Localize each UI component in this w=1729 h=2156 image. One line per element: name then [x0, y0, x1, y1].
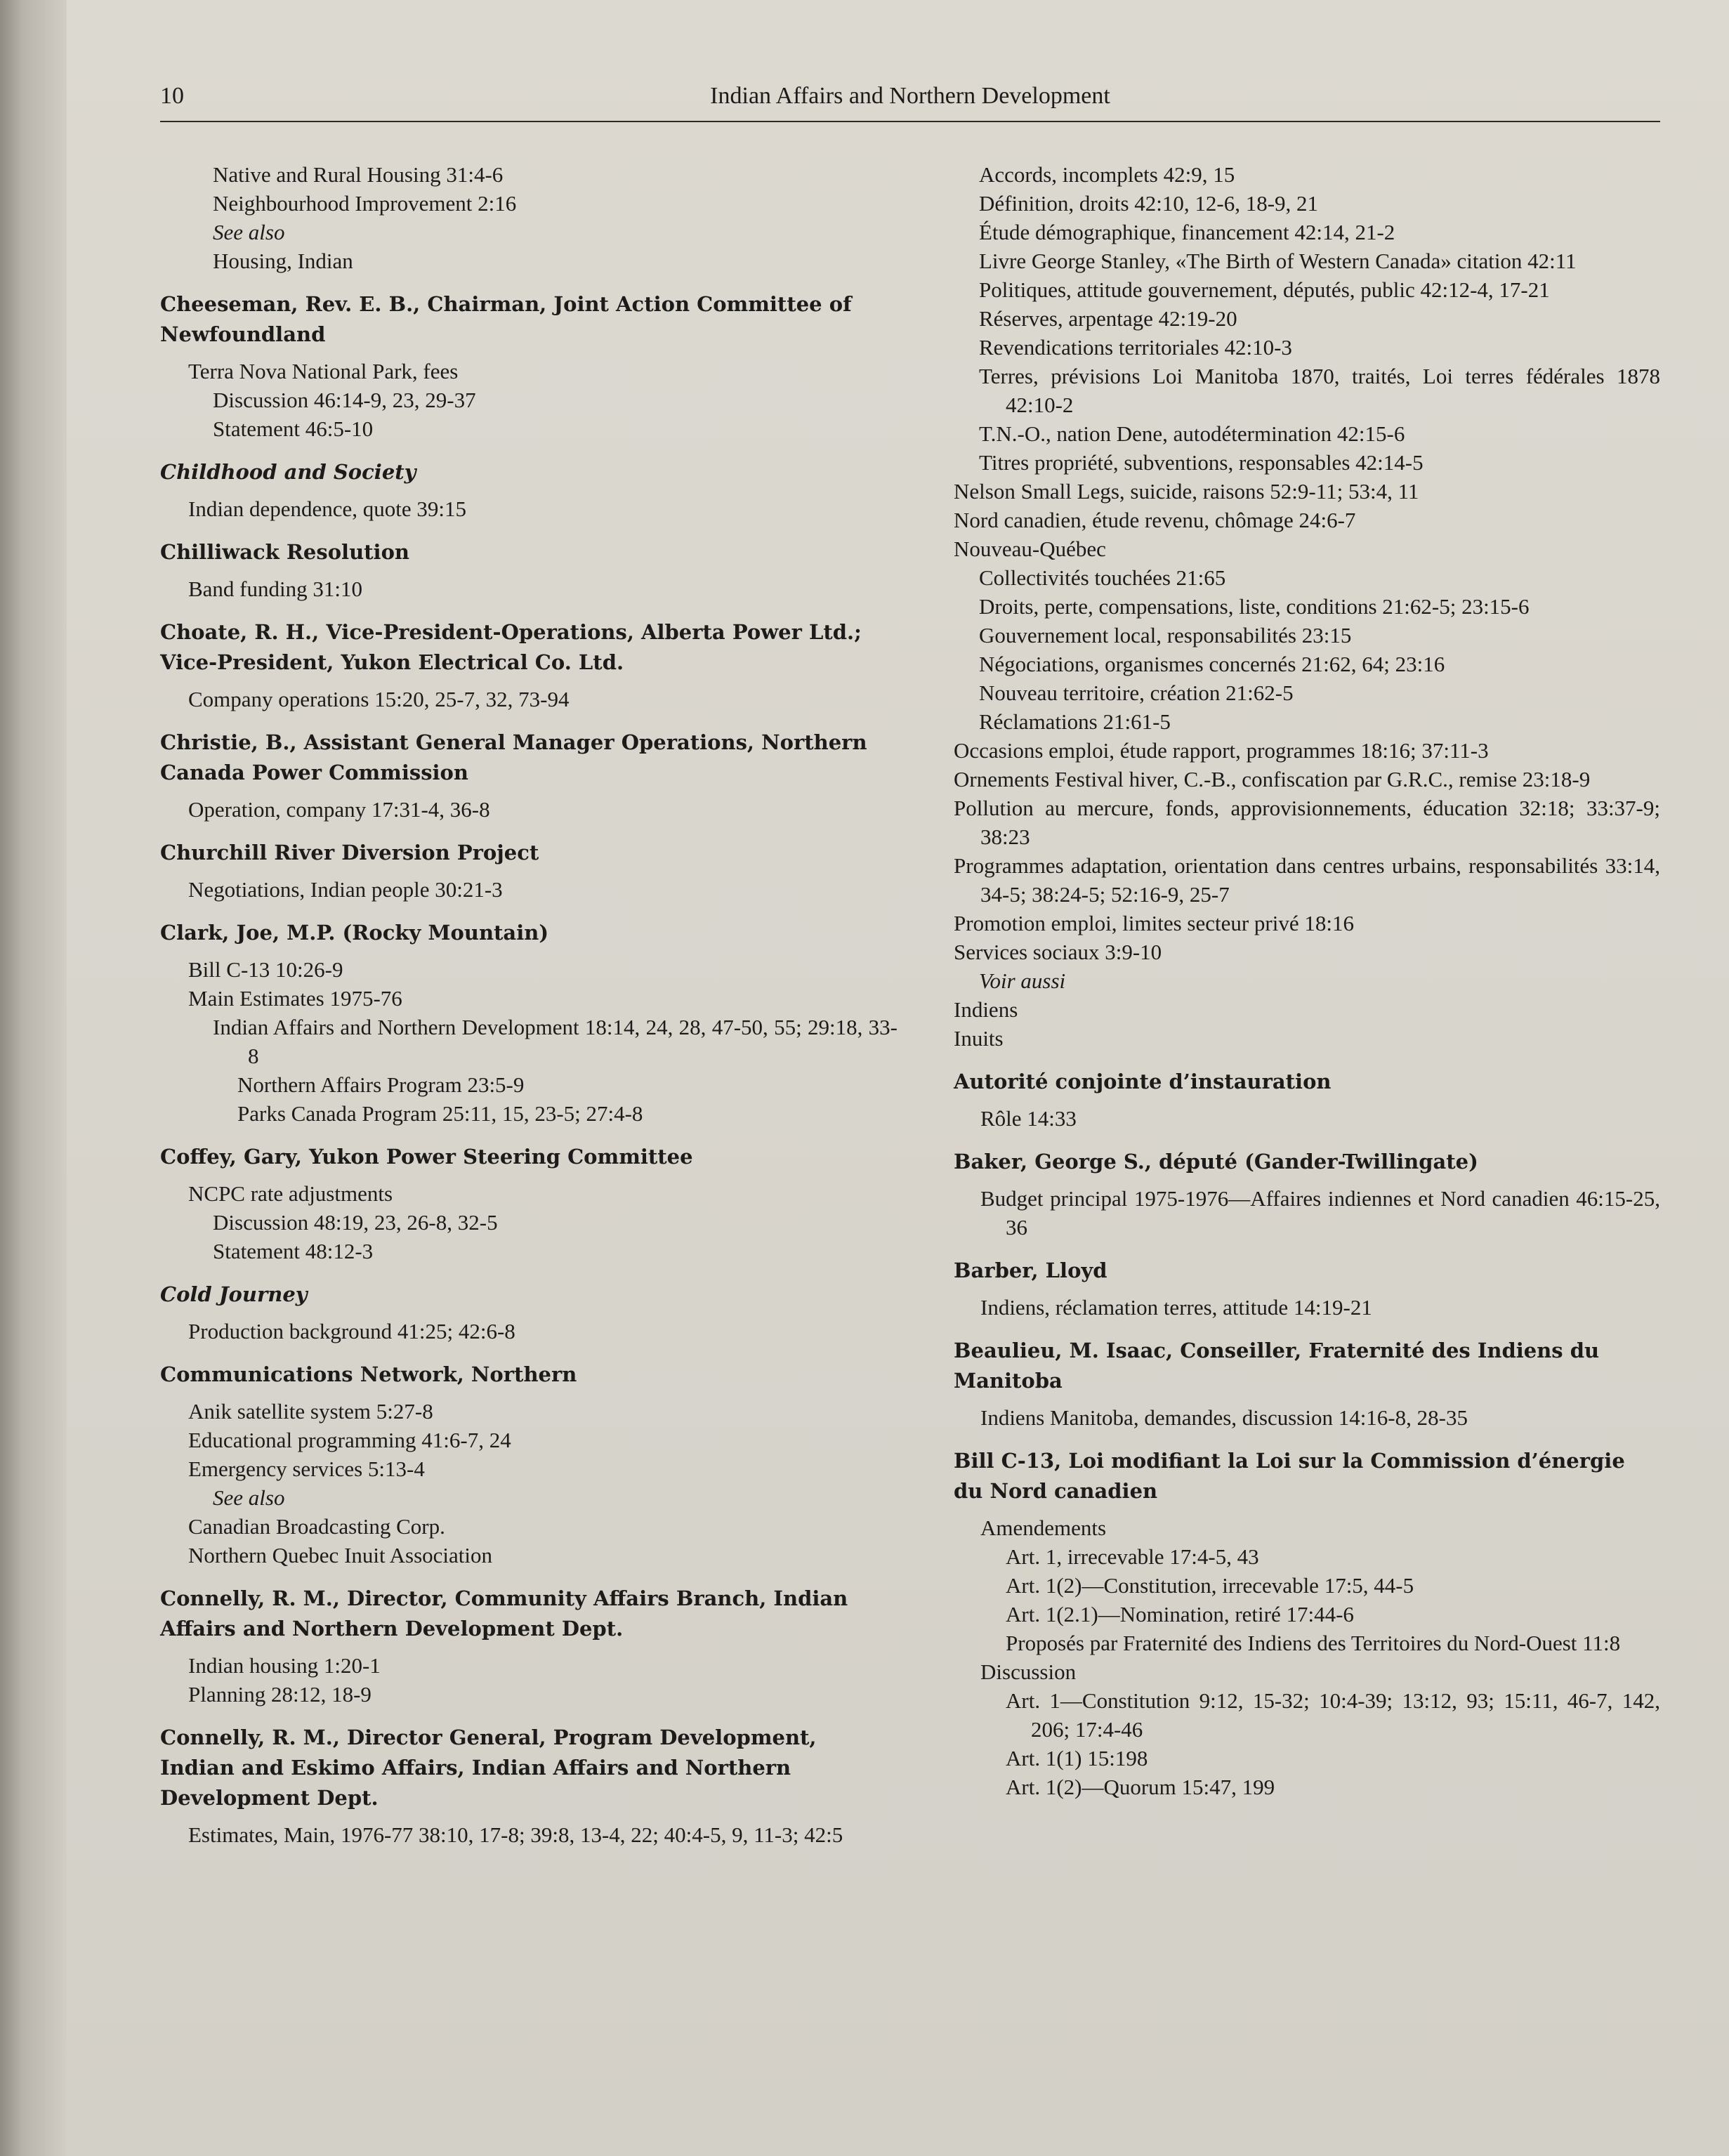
index-subentry: Operation, company 17:31-4, 36-8 — [188, 797, 490, 822]
index-subentry: Ornements Festival hiver, C.-B., confiscation par G.R.C., remise 23:18-9 — [954, 767, 1591, 791]
entry-heading: Communications Network, Northern — [160, 1362, 577, 1386]
index-subentry: Livre George Stanley, «The Birth of Western Canada» citation 42:11 — [979, 249, 1577, 273]
index-subentry: Politiques, attitude gouvernement, députés, public 42:12-4, 17-21 — [979, 277, 1550, 302]
index-subentry: Inuits — [954, 1026, 1004, 1051]
index-entry — [954, 1446, 1660, 1801]
index-subentry: Negotiations, Indian people 30:21-3 — [188, 877, 503, 902]
index-subentry: Emergency services 5:13-4 — [188, 1457, 425, 1481]
entry-heading: Cold Journey — [160, 1282, 308, 1306]
index-entry — [160, 1360, 898, 1570]
index-subentry: Terres, prévisions Loi Manitoba 1870, traités, Loi terres fédérales 1878 42:10-2 — [979, 364, 1660, 417]
index-subentry: Revendications territoriales 42:10-3 — [979, 335, 1292, 360]
index-subentry: Indian housing 1:20-1 — [188, 1653, 381, 1678]
index-subentry: Northern Quebec Inuit Association — [188, 1543, 493, 1567]
index-subentry: Budget principal 1975-1976—Affaires indiennes et Nord canadien 46:15-25, 36 — [980, 1186, 1660, 1240]
index-entry — [160, 289, 898, 443]
index-subentry: Educational programming 41:6-7, 24 — [188, 1428, 511, 1452]
index-subentry: Définition, droits 42:10, 12-6, 18-9, 21 — [979, 191, 1319, 216]
index-subentry: Discussion — [980, 1659, 1077, 1684]
index-entry — [160, 160, 898, 275]
index-subentry: Services sociaux 3:9-10 — [954, 940, 1162, 964]
entry-heading: Connelly, R. M., Director General, Program Development, Indian and Eskimo Affairs, Indian Affairs and Northern Development Dept. — [160, 1726, 817, 1810]
entry-heading: Bill C-13, Loi modifiant la Loi sur la Commission d’énergie du Nord canadien — [954, 1449, 1625, 1503]
index-subentry: Réclamations 21:61-5 — [979, 709, 1171, 734]
index-subentry: Native and Rural Housing 31:4-6 — [213, 162, 504, 187]
index-subentry: Statement 46:5-10 — [213, 416, 374, 441]
index-subentry: Accords, incomplets 42:9, 15 — [979, 162, 1235, 187]
index-subentry: Art. 1(2)—Constitution, irrecevable 17:5, 44-5 — [1006, 1573, 1414, 1598]
index-subentry: Nouveau territoire, création 21:62-5 — [979, 681, 1294, 705]
index-subentry: Rôle 14:33 — [980, 1106, 1077, 1131]
index-subentry: Programmes adaptation, orientation dans centres urbains, responsabilités 33:14, 34-5; 38:24-5; 52:16-9, 25-7 — [954, 853, 1660, 907]
index-subentry: Indian dependence, quote 39:15 — [188, 497, 466, 521]
entry-heading: Christie, B., Assistant General Manager Operations, Northern Canada Power Commission — [160, 730, 867, 784]
entry-heading: Beaulieu, M. Isaac, Conseiller, Fraternité des Indiens du Manitoba — [954, 1339, 1600, 1393]
index-subentry: Bill C-13 10:26-9 — [188, 957, 343, 982]
running-title: Indian Affairs and Northern Development — [710, 83, 1110, 109]
index-entry — [160, 1584, 898, 1709]
index-subentry: Neighbourhood Improvement 2:16 — [213, 191, 517, 216]
index-subentry: Réserves, arpentage 42:19-20 — [979, 306, 1237, 331]
index-entry — [954, 1336, 1660, 1432]
index-subentry: NCPC rate adjustments — [188, 1181, 393, 1206]
index-subentry: Art. 1(2)—Quorum 15:47, 199 — [1006, 1775, 1275, 1799]
entry-heading: Cheeseman, Rev. E. B., Chairman, Joint Action Committee of Newfoundland — [160, 292, 852, 346]
index-column-right — [954, 160, 1660, 1815]
page-edge — [0, 0, 67, 2156]
index-entry — [954, 1147, 1660, 1242]
entry-heading: Connelly, R. M., Director, Community Affairs Branch, Indian Affairs and Northern Development Dept. — [160, 1586, 848, 1641]
index-subentry: Art. 1—Constitution 9:12, 15-32; 10:4-39; 13:12, 93; 15:11, 46-7, 142, 206; 17:4-46 — [1006, 1688, 1660, 1742]
index-entry — [954, 1256, 1660, 1322]
entry-heading: Barber, Lloyd — [954, 1258, 1107, 1282]
index-entry — [160, 838, 898, 904]
index-subentry: Négociations, organismes concernés 21:62, 64; 23:16 — [979, 652, 1445, 676]
index-subentry: Terra Nova National Park, fees — [188, 359, 459, 383]
see-also-label: Voir aussi — [979, 968, 1066, 993]
index-subentry: Statement 48:12-3 — [213, 1239, 374, 1263]
index-subentry: Amendements — [980, 1516, 1107, 1540]
index-subentry: Production background 41:25; 42:6-8 — [188, 1319, 515, 1343]
index-entry — [160, 728, 898, 824]
index-subentry: Discussion 48:19, 23, 26-8, 32-5 — [213, 1210, 498, 1235]
index-subentry: Housing, Indian — [213, 249, 353, 273]
running-header — [160, 83, 1660, 122]
index-subentry: Anik satellite system 5:27-8 — [188, 1399, 433, 1424]
index-subentry: Proposés par Fraternité des Indiens des Territoires du Nord-Ouest 11:8 — [1006, 1631, 1621, 1655]
index-entry — [160, 918, 898, 1128]
index-subentry: Canadian Broadcasting Corp. — [188, 1514, 445, 1539]
index-subentry: Promotion emploi, limites secteur privé 18:16 — [954, 911, 1354, 935]
see-also-label: See also — [213, 220, 285, 244]
index-subentry: Titres propriété, subventions, responsables 42:14-5 — [979, 450, 1424, 475]
index-subentry: Company operations 15:20, 25-7, 32, 73-94 — [188, 687, 570, 711]
index-subentry: Art. 1, irrecevable 17:4-5, 43 — [1006, 1544, 1259, 1569]
index-subentry: Art. 1(2.1)—Nomination, retiré 17:44-6 — [1006, 1602, 1354, 1626]
index-entry — [160, 537, 898, 603]
index-subentry: Planning 28:12, 18-9 — [188, 1682, 372, 1707]
index-entry — [160, 1280, 898, 1346]
index-subentry: Nouveau-Québec — [954, 537, 1106, 561]
index-subentry: Indian Affairs and Northern Development 18:14, 24, 28, 47-50, 55; 29:18, 33-8 — [213, 1015, 898, 1068]
index-entry — [160, 1723, 898, 1849]
index-subentry: T.N.-O., nation Dene, autodétermination 42:15-6 — [979, 421, 1405, 446]
index-column-left — [160, 160, 898, 1863]
index-subentry: Estimates, Main, 1976-77 38:10, 17-8; 39:8, 13-4, 22; 40:4-5, 9, 11-3; 42:5 — [188, 1822, 843, 1847]
index-subentry: Indiens, réclamation terres, attitude 14:19-21 — [980, 1295, 1372, 1320]
index-entry — [954, 1067, 1660, 1133]
index-subentry: Main Estimates 1975-76 — [188, 986, 402, 1011]
index-subentry: Northern Affairs Program 23:5-9 — [237, 1072, 525, 1097]
index-entry — [160, 457, 898, 523]
index-subentry: Pollution au mercure, fonds, approvisionnements, éducation 32:18; 33:37-9; 38:23 — [954, 796, 1660, 849]
entry-heading: Autorité conjointe d’instauration — [954, 1070, 1332, 1093]
entry-heading: Chilliwack Resolution — [160, 540, 409, 564]
index-subentry: Étude démographique, financement 42:14, 21-2 — [979, 220, 1395, 244]
index-subentry: Droits, perte, compensations, liste, conditions 21:62-5; 23:15-6 — [979, 594, 1530, 619]
entry-heading: Churchill River Diversion Project — [160, 841, 539, 865]
index-subentry: Gouvernement local, responsabilités 23:15 — [979, 623, 1352, 648]
entry-heading: Clark, Joe, M.P. (Rocky Mountain) — [160, 921, 549, 945]
index-subentry: Indiens Manitoba, demandes, discussion 14:16-8, 28-35 — [980, 1405, 1468, 1430]
index-subentry: Band funding 31:10 — [188, 577, 362, 601]
index-subentry: Collectivités touchées 21:65 — [979, 565, 1226, 590]
index-subentry: Discussion 46:14-9, 23, 29-37 — [213, 388, 476, 412]
entry-heading: Childhood and Society — [160, 460, 416, 484]
index-entry — [160, 617, 898, 714]
entry-heading: Coffey, Gary, Yukon Power Steering Committee — [160, 1145, 693, 1169]
index-subentry: Indiens — [954, 997, 1018, 1022]
index-entry — [954, 160, 1660, 1053]
index-subentry: Nelson Small Legs, suicide, raisons 52:9-11; 53:4, 11 — [954, 479, 1419, 504]
index-subentry: Occasions emploi, étude rapport, programmes 18:16; 37:11-3 — [954, 738, 1489, 763]
page-number: 10 — [160, 83, 184, 109]
see-also-label: See also — [213, 1485, 285, 1510]
index-subentry: Parks Canada Program 25:11, 15, 23-5; 27:4-8 — [237, 1101, 643, 1126]
index-entry — [160, 1142, 898, 1266]
index-subentry: Art. 1(1) 15:198 — [1006, 1746, 1148, 1770]
entry-heading: Baker, George S., député (Gander-Twillingate) — [954, 1150, 1478, 1174]
entry-heading: Choate, R. H., Vice-President-Operations, Alberta Power Ltd.; Vice-President, Yukon Electrical Co. Ltd. — [160, 620, 862, 674]
index-subentry: Nord canadien, étude revenu, chômage 24:6-7 — [954, 508, 1356, 532]
